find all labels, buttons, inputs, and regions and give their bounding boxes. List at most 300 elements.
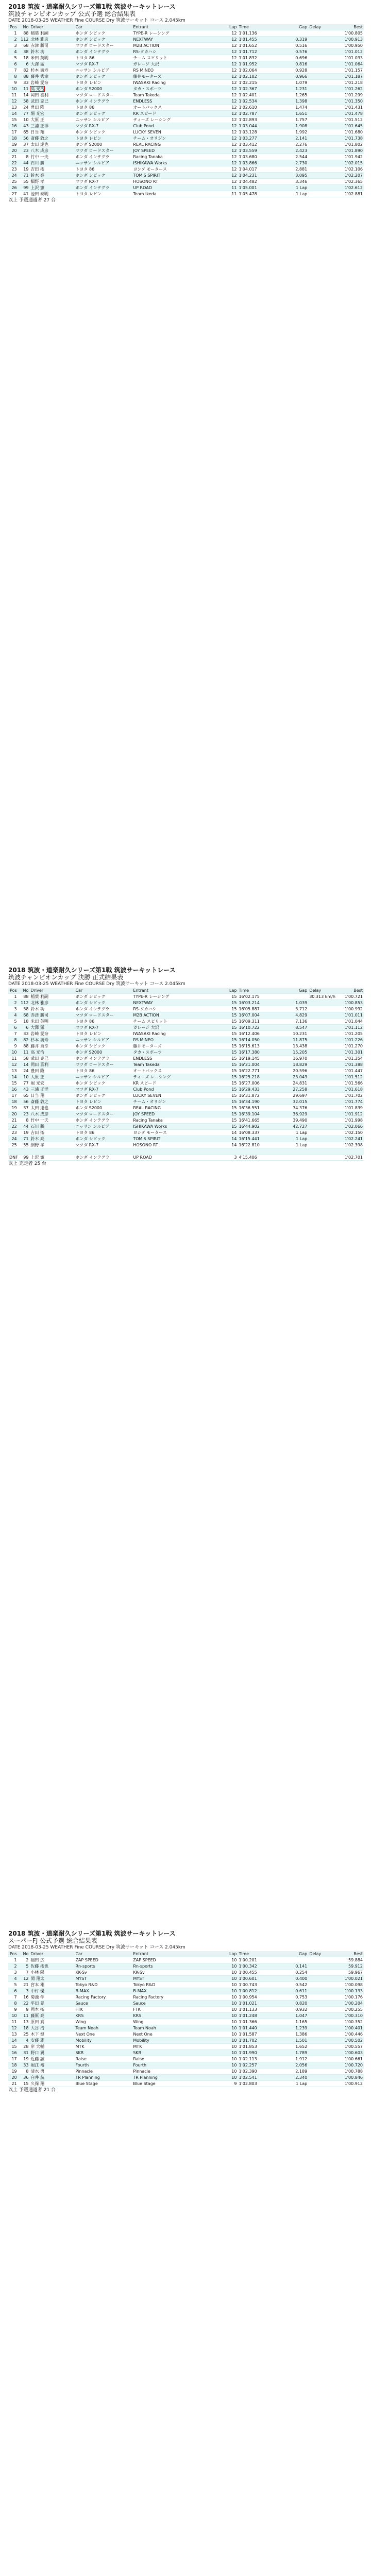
- table-row: [8, 1074, 364, 1080]
- cell-text: ヨシダ モータース: [133, 1130, 167, 1135]
- cell-text: 12: [231, 130, 237, 134]
- cell-text: 15: [231, 1025, 237, 1030]
- cell-text: 0.816: [295, 62, 308, 66]
- cell-text: M2B ACTION: [133, 43, 159, 48]
- cell-car: [74, 2025, 132, 2031]
- cell-text: 41: [23, 192, 29, 196]
- cell-text: ティーズ レーシング: [133, 1075, 171, 1079]
- cell-text: 藤井 秀幸: [30, 1044, 48, 1048]
- cell-text: 6: [14, 1025, 17, 1030]
- cell-text: マツダ ロードスター: [75, 1112, 114, 1116]
- cell-driver: [29, 2031, 74, 2038]
- cell-pos: [8, 179, 18, 185]
- cell-delay: [308, 1068, 340, 1074]
- cell-best: [340, 2031, 364, 2038]
- table-row: [8, 49, 364, 55]
- cell-pos: [8, 123, 18, 129]
- cell-gap: [277, 2013, 308, 2019]
- column-header-delay: Delay: [308, 1951, 340, 1957]
- cell-text: 15.205: [293, 1050, 308, 1055]
- cell-text: 0.400: [295, 1976, 308, 1981]
- cell-text: Pinnacle: [133, 2069, 150, 2074]
- cell-no: [18, 1155, 30, 1161]
- cell-text: 近藤 誠: [30, 2057, 44, 2061]
- cell-entrant: [132, 1068, 225, 1074]
- cell-entrant: [132, 160, 225, 166]
- cell-text: 米田 英明: [30, 56, 48, 60]
- cell-text: チーム スピリット: [133, 1019, 167, 1024]
- cell-text: 1'00.846: [344, 2075, 363, 2080]
- cell-pos: [8, 2075, 18, 2081]
- cell-text: 1'01.652: [239, 43, 257, 48]
- cell-text: 23: [23, 1112, 29, 1116]
- cell-text: 1'02.701: [344, 1155, 363, 1160]
- cell-delay: [308, 37, 340, 43]
- cell-entrant: [132, 1988, 225, 1994]
- cell-time: [238, 92, 277, 98]
- cell-no: [18, 37, 30, 43]
- cell-best: [340, 1136, 364, 1142]
- cell-driver: [29, 1105, 74, 1111]
- cell-text: 1.789: [295, 2050, 308, 2055]
- cell-entrant: [132, 1111, 225, 1117]
- cell-no: [18, 1012, 30, 1019]
- cell-text: 2.544: [295, 155, 308, 159]
- cell-text: 1'01.226: [344, 1038, 363, 1042]
- cell-text: 1'00.310: [344, 2013, 363, 2018]
- cell-text: 1'03.559: [239, 148, 257, 153]
- cell-text: 1'01.802: [344, 142, 363, 147]
- cell-text: 1'02.015: [344, 161, 363, 165]
- cell-text: 3: [26, 1989, 29, 1993]
- cell-delay: [308, 1049, 340, 1056]
- cell-text: 1'02.893: [239, 117, 257, 122]
- cell-text: 16'09.311: [239, 1019, 260, 1024]
- cell-lap: [225, 37, 238, 43]
- cell-text: 1'00.455: [239, 1970, 257, 1975]
- cell-gap: [277, 1080, 308, 1087]
- cell-text: 3: [14, 43, 17, 48]
- section-footer: 以上 予選通過者 21 台: [8, 2088, 56, 2093]
- cell-entrant: [132, 1970, 225, 1976]
- cell-gap: [277, 1963, 308, 1970]
- cell-pos: [8, 2081, 18, 2087]
- cell-text: 藤井モーターズ: [133, 1044, 162, 1048]
- cell-text: ENDLESS: [133, 99, 153, 104]
- cell-text: 8: [14, 2001, 17, 2006]
- cell-entrant: [132, 1105, 225, 1111]
- cell-text: 10: [231, 2020, 237, 2024]
- cell-pos: [8, 2031, 18, 2038]
- cell-time: [238, 1099, 277, 1105]
- cell-text: 太田 達也: [30, 1106, 48, 1110]
- table-row: [8, 67, 364, 74]
- cell-text: 1.651: [295, 111, 308, 116]
- cell-driver: [29, 1068, 74, 1074]
- cell-text: 59.884: [348, 1958, 363, 1962]
- cell-car: [74, 1155, 132, 1161]
- column-header-delay: Delay: [308, 24, 340, 30]
- cell-text: 11: [231, 185, 237, 190]
- section-subtitle: スーパーFJ 公式予選 総合結果表: [8, 1937, 97, 1944]
- cell-gap: [277, 49, 308, 55]
- cell-delay: [308, 185, 340, 191]
- cell-text: 宮本 雄: [30, 1982, 44, 1987]
- cell-text: 8: [26, 1118, 29, 1123]
- cell-text: 1'02.241: [344, 1137, 363, 1141]
- cell-time: [238, 98, 277, 105]
- cell-text: Tokyo R&D: [133, 1982, 156, 1987]
- cell-gap: [277, 92, 308, 98]
- table-row: [8, 2031, 364, 2038]
- cell-text: マツダ ロードスター: [75, 1062, 114, 1067]
- cell-time: [238, 179, 277, 185]
- cell-pos: [8, 105, 18, 111]
- cell-car: [74, 154, 132, 160]
- cell-no: [18, 994, 30, 1000]
- cell-text: 1'01.912: [344, 1112, 363, 1116]
- cell-lap: [225, 1006, 238, 1012]
- cell-delay: [308, 129, 340, 135]
- cell-text: 9: [14, 80, 17, 85]
- cell-text: 59.912: [348, 1964, 363, 1969]
- cell-gap: [277, 191, 308, 197]
- cell-no: [18, 49, 30, 55]
- cell-time: [238, 173, 277, 179]
- cell-time: [238, 117, 277, 123]
- cell-best: [340, 1142, 364, 1148]
- table-row: [8, 148, 364, 154]
- cell-gap: [277, 1136, 308, 1142]
- cell-entrant: [132, 179, 225, 185]
- cell-text: 12: [231, 124, 237, 128]
- cell-text: 2: [26, 1958, 29, 1962]
- cell-text: 赤津 勝司: [30, 43, 48, 48]
- cell-car: [74, 30, 132, 37]
- cell-best: [340, 1155, 364, 1161]
- cell-text: チーム・オリジン: [133, 136, 166, 141]
- cell-text: トヨタ 86: [75, 105, 95, 110]
- cell-lap: [225, 49, 238, 55]
- cell-gap: [277, 1093, 308, 1099]
- cell-text: 堀 光宏: [30, 111, 44, 116]
- cell-text: 2.189: [295, 2069, 308, 2074]
- cell-pos: [8, 2038, 18, 2044]
- cell-text: 15: [231, 1081, 237, 1086]
- cell-text: 上沢 憲: [30, 185, 44, 190]
- cell-text: 12: [231, 136, 237, 141]
- cell-driver: [29, 55, 74, 61]
- cell-pos: [8, 61, 18, 67]
- cell-text: 71: [23, 173, 29, 178]
- cell-text: 11.875: [293, 1038, 308, 1042]
- cell-gap: [277, 1142, 308, 1148]
- cell-gap: [277, 67, 308, 74]
- cell-text: 1.912: [295, 2057, 308, 2061]
- cell-delay: [308, 1099, 340, 1105]
- cell-text: 15: [231, 1093, 237, 1098]
- column-header-time: Time: [238, 988, 277, 994]
- cell-entrant: [132, 2019, 225, 2025]
- cell-text: 21: [11, 1118, 17, 1123]
- cell-delay: [308, 179, 340, 185]
- cell-entrant: [132, 2038, 225, 2044]
- column-header-driver: Driver: [29, 988, 74, 994]
- cell-text: 1'01.157: [344, 68, 363, 73]
- cell-text: 16'02.175: [239, 994, 260, 999]
- cell-text: ニッサン シルビア: [75, 1075, 110, 1079]
- cell-text: 清水 勇: [30, 2069, 44, 2074]
- cell-text: 88: [23, 31, 29, 36]
- cell-time: [238, 1049, 277, 1056]
- column-header-driver: Driver: [29, 1951, 74, 1957]
- cell-text: トヨタ 86: [75, 1069, 95, 1073]
- column-header-pos: Pos: [8, 24, 18, 30]
- cell-text: 鈴木 亮: [30, 173, 44, 178]
- cell-text: 2: [14, 37, 17, 42]
- cell-lap: [225, 1111, 238, 1117]
- cell-text: ニッサン シルビア: [75, 117, 110, 122]
- cell-text: 7: [14, 68, 17, 73]
- cell-gap: [277, 1111, 308, 1117]
- cell-pos: [8, 2019, 18, 2025]
- cell-text: 65: [23, 1093, 29, 1098]
- cell-text: ホンダ インテグラ: [75, 99, 110, 104]
- cell-text: HOSONO RT: [133, 179, 158, 184]
- cell-text: 12: [231, 105, 237, 110]
- cell-text: 2: [14, 1964, 17, 1969]
- cell-pos: [8, 173, 18, 179]
- cell-no: [18, 1099, 30, 1105]
- cell-text: 1'01.033: [344, 56, 363, 60]
- cell-no: [18, 2031, 30, 2038]
- cell-text: 0.254: [295, 1970, 308, 1975]
- cell-time: [238, 1025, 277, 1031]
- cell-text: 1: [14, 31, 17, 36]
- table-row: [8, 2062, 364, 2069]
- cell-text: 吉田 拓: [30, 1130, 44, 1135]
- cell-driver: [29, 30, 74, 37]
- cell-text: 18: [11, 2063, 17, 2067]
- cell-best: [340, 1012, 364, 1019]
- cell-text: DNF: [9, 1155, 18, 1160]
- cell-delay: [308, 2062, 340, 2069]
- cell-text: 10: [231, 2069, 237, 2074]
- cell-pos: [8, 1142, 18, 1148]
- cell-text: 15: [231, 994, 237, 999]
- cell-lap: [225, 142, 238, 148]
- cell-pos: [8, 1117, 18, 1124]
- cell-no: [18, 1982, 30, 1988]
- cell-best: [340, 129, 364, 135]
- cell-text: 10: [231, 2013, 237, 2018]
- cell-lap: [225, 2013, 238, 2019]
- cell-pos: [8, 2007, 18, 2013]
- cell-time: [238, 1994, 277, 2001]
- cell-entrant: [132, 1012, 225, 1019]
- cell-text: 1'01.218: [344, 80, 363, 85]
- cell-text: 0.141: [295, 1964, 308, 1969]
- cell-text: 55: [23, 179, 29, 184]
- cell-text: 3: [234, 1155, 237, 1160]
- cell-car: [74, 185, 132, 191]
- cell-no: [18, 1970, 30, 1976]
- cell-no: [18, 2081, 30, 2087]
- cell-car: [74, 1074, 132, 1080]
- cell-text: 1'01.455: [239, 37, 257, 42]
- cell-gap: [277, 2019, 308, 2025]
- table-row: [8, 154, 364, 160]
- cell-text: 高 光治: [30, 1050, 44, 1055]
- cell-text: ホンダ シビック: [75, 31, 106, 36]
- cell-text: 1'01.440: [239, 2026, 257, 2030]
- cell-entrant: [132, 154, 225, 160]
- cell-pos: [8, 67, 18, 74]
- cell-entrant: [132, 55, 225, 61]
- cell-driver: [29, 1982, 74, 1988]
- cell-text: 2.730: [295, 161, 308, 165]
- cell-time: [238, 2007, 277, 2013]
- cell-lap: [225, 2031, 238, 2038]
- cell-text: 33: [23, 80, 29, 85]
- cell-text: 24: [23, 1069, 29, 1073]
- cell-driver: [29, 123, 74, 129]
- cell-text: 1'01.299: [344, 93, 363, 97]
- cell-text: 1'01.388: [344, 1062, 363, 1067]
- cell-delay: [308, 1982, 340, 1988]
- cell-text: 1'00.352: [344, 2020, 363, 2024]
- cell-time: [238, 1957, 277, 1963]
- table-row: [8, 2019, 364, 2025]
- cell-best: [340, 1049, 364, 1056]
- cell-text: 岩崎 愛奈: [30, 1031, 48, 1036]
- cell-text: 65: [23, 130, 29, 134]
- cell-lap: [225, 191, 238, 197]
- section-subtitle: 筑波チャンピオンカップ 決勝 正式結果表: [8, 974, 124, 981]
- cell-delay: [308, 105, 340, 111]
- cell-text: トヨタ レビン: [75, 192, 102, 196]
- cell-text: 1'01.187: [344, 74, 363, 79]
- cell-text: 藤井モーターズ: [133, 74, 162, 79]
- cell-entrant: [132, 1000, 225, 1006]
- cell-text: ホンダ シビック: [75, 1081, 106, 1086]
- cell-gap: [277, 2038, 308, 2044]
- cell-text: 1 Lap: [296, 185, 308, 190]
- cell-entrant: [132, 86, 225, 92]
- cell-text: Rn-sports: [75, 1964, 95, 1969]
- cell-pos: [8, 80, 18, 86]
- table-row: [8, 1117, 364, 1124]
- cell-no: [18, 2007, 30, 2013]
- table-row: [8, 2001, 364, 2007]
- cell-text: 2.141: [295, 136, 308, 141]
- cell-text: 1'00.098: [344, 1982, 363, 1987]
- cell-text: 1'01.942: [344, 155, 363, 159]
- cell-no: [18, 1074, 30, 1080]
- cell-delay: [308, 2069, 340, 2075]
- cell-text: 21: [23, 1982, 29, 1987]
- cell-text: タカ・スポーツ: [133, 87, 162, 91]
- cell-delay: [308, 1976, 340, 1982]
- cell-pos: [8, 1056, 18, 1062]
- section-subtitle: 筑波チャンピオンカップ 公式予選 総合結果表: [8, 10, 136, 18]
- cell-text: 21: [11, 155, 17, 159]
- cell-text: Pinnacle: [75, 2069, 93, 2074]
- cell-entrant: [132, 135, 225, 142]
- cell-time: [238, 1117, 277, 1124]
- cell-text: 0.820: [295, 2001, 308, 2006]
- cell-text: 1'00.812: [239, 1989, 257, 1993]
- cell-text: マツダ RX-7: [75, 124, 99, 128]
- cell-car: [74, 1970, 132, 1976]
- cell-text: 0.516: [295, 43, 308, 48]
- cell-text: 14: [231, 1143, 237, 1147]
- cell-text: 10.231: [293, 1031, 308, 1036]
- cell-driver: [29, 1049, 74, 1056]
- cell-text: 16'34.190: [239, 1099, 260, 1104]
- table-row: [8, 1062, 364, 1068]
- cell-driver: [29, 148, 74, 154]
- cell-no: [18, 1124, 30, 1130]
- cell-delay: [308, 43, 340, 49]
- cell-text: 細野 孝: [30, 1143, 44, 1147]
- cell-driver: [29, 98, 74, 105]
- cell-text: 10: [231, 1964, 237, 1969]
- cell-entrant: [132, 92, 225, 98]
- cell-car: [74, 2019, 132, 2025]
- table-row: [8, 142, 364, 148]
- cell-car: [74, 55, 132, 61]
- cell-text: 小林 陽: [30, 1970, 44, 1975]
- cell-text: 杉本 満寿: [30, 1038, 48, 1042]
- cell-lap: [225, 43, 238, 49]
- column-header-gap: Gap: [277, 24, 308, 30]
- cell-text: 1'01.853: [239, 2044, 257, 2049]
- cell-car: [74, 1025, 132, 1031]
- cell-best: [340, 1037, 364, 1043]
- cell-pos: [8, 117, 18, 123]
- cell-best: [340, 123, 364, 129]
- cell-no: [18, 148, 30, 154]
- cell-delay: [308, 1062, 340, 1068]
- column-header-best: Best: [340, 988, 364, 994]
- cell-text: 8: [26, 2069, 29, 2074]
- cell-text: マツダ RX-7: [75, 1087, 99, 1092]
- cell-text: 大原 正: [30, 117, 44, 122]
- result-section: [8, 1930, 364, 2093]
- cell-lap: [225, 2044, 238, 2050]
- cell-entrant: [132, 1124, 225, 1130]
- cell-delay: [308, 1006, 340, 1012]
- cell-best: [340, 1056, 364, 1062]
- cell-text: Raise: [75, 2057, 87, 2061]
- cell-text: 55: [23, 1143, 29, 1147]
- cell-time: [238, 142, 277, 148]
- cell-text: 岸 大輔: [30, 2044, 44, 2049]
- cell-gap: [277, 2075, 308, 2081]
- cell-delay: [308, 1963, 340, 1970]
- cell-driver: [29, 1037, 74, 1043]
- cell-text: 0.576: [295, 49, 308, 54]
- cell-driver: [29, 2069, 74, 2075]
- cell-gap: [277, 135, 308, 142]
- cell-text: ホンダ シビック: [75, 1093, 106, 1098]
- cell-lap: [225, 105, 238, 111]
- cell-pos: [8, 1006, 18, 1012]
- cell-delay: [308, 74, 340, 80]
- cell-text: 42.727: [293, 1124, 308, 1129]
- cell-text: トヨタ レビン: [75, 80, 102, 85]
